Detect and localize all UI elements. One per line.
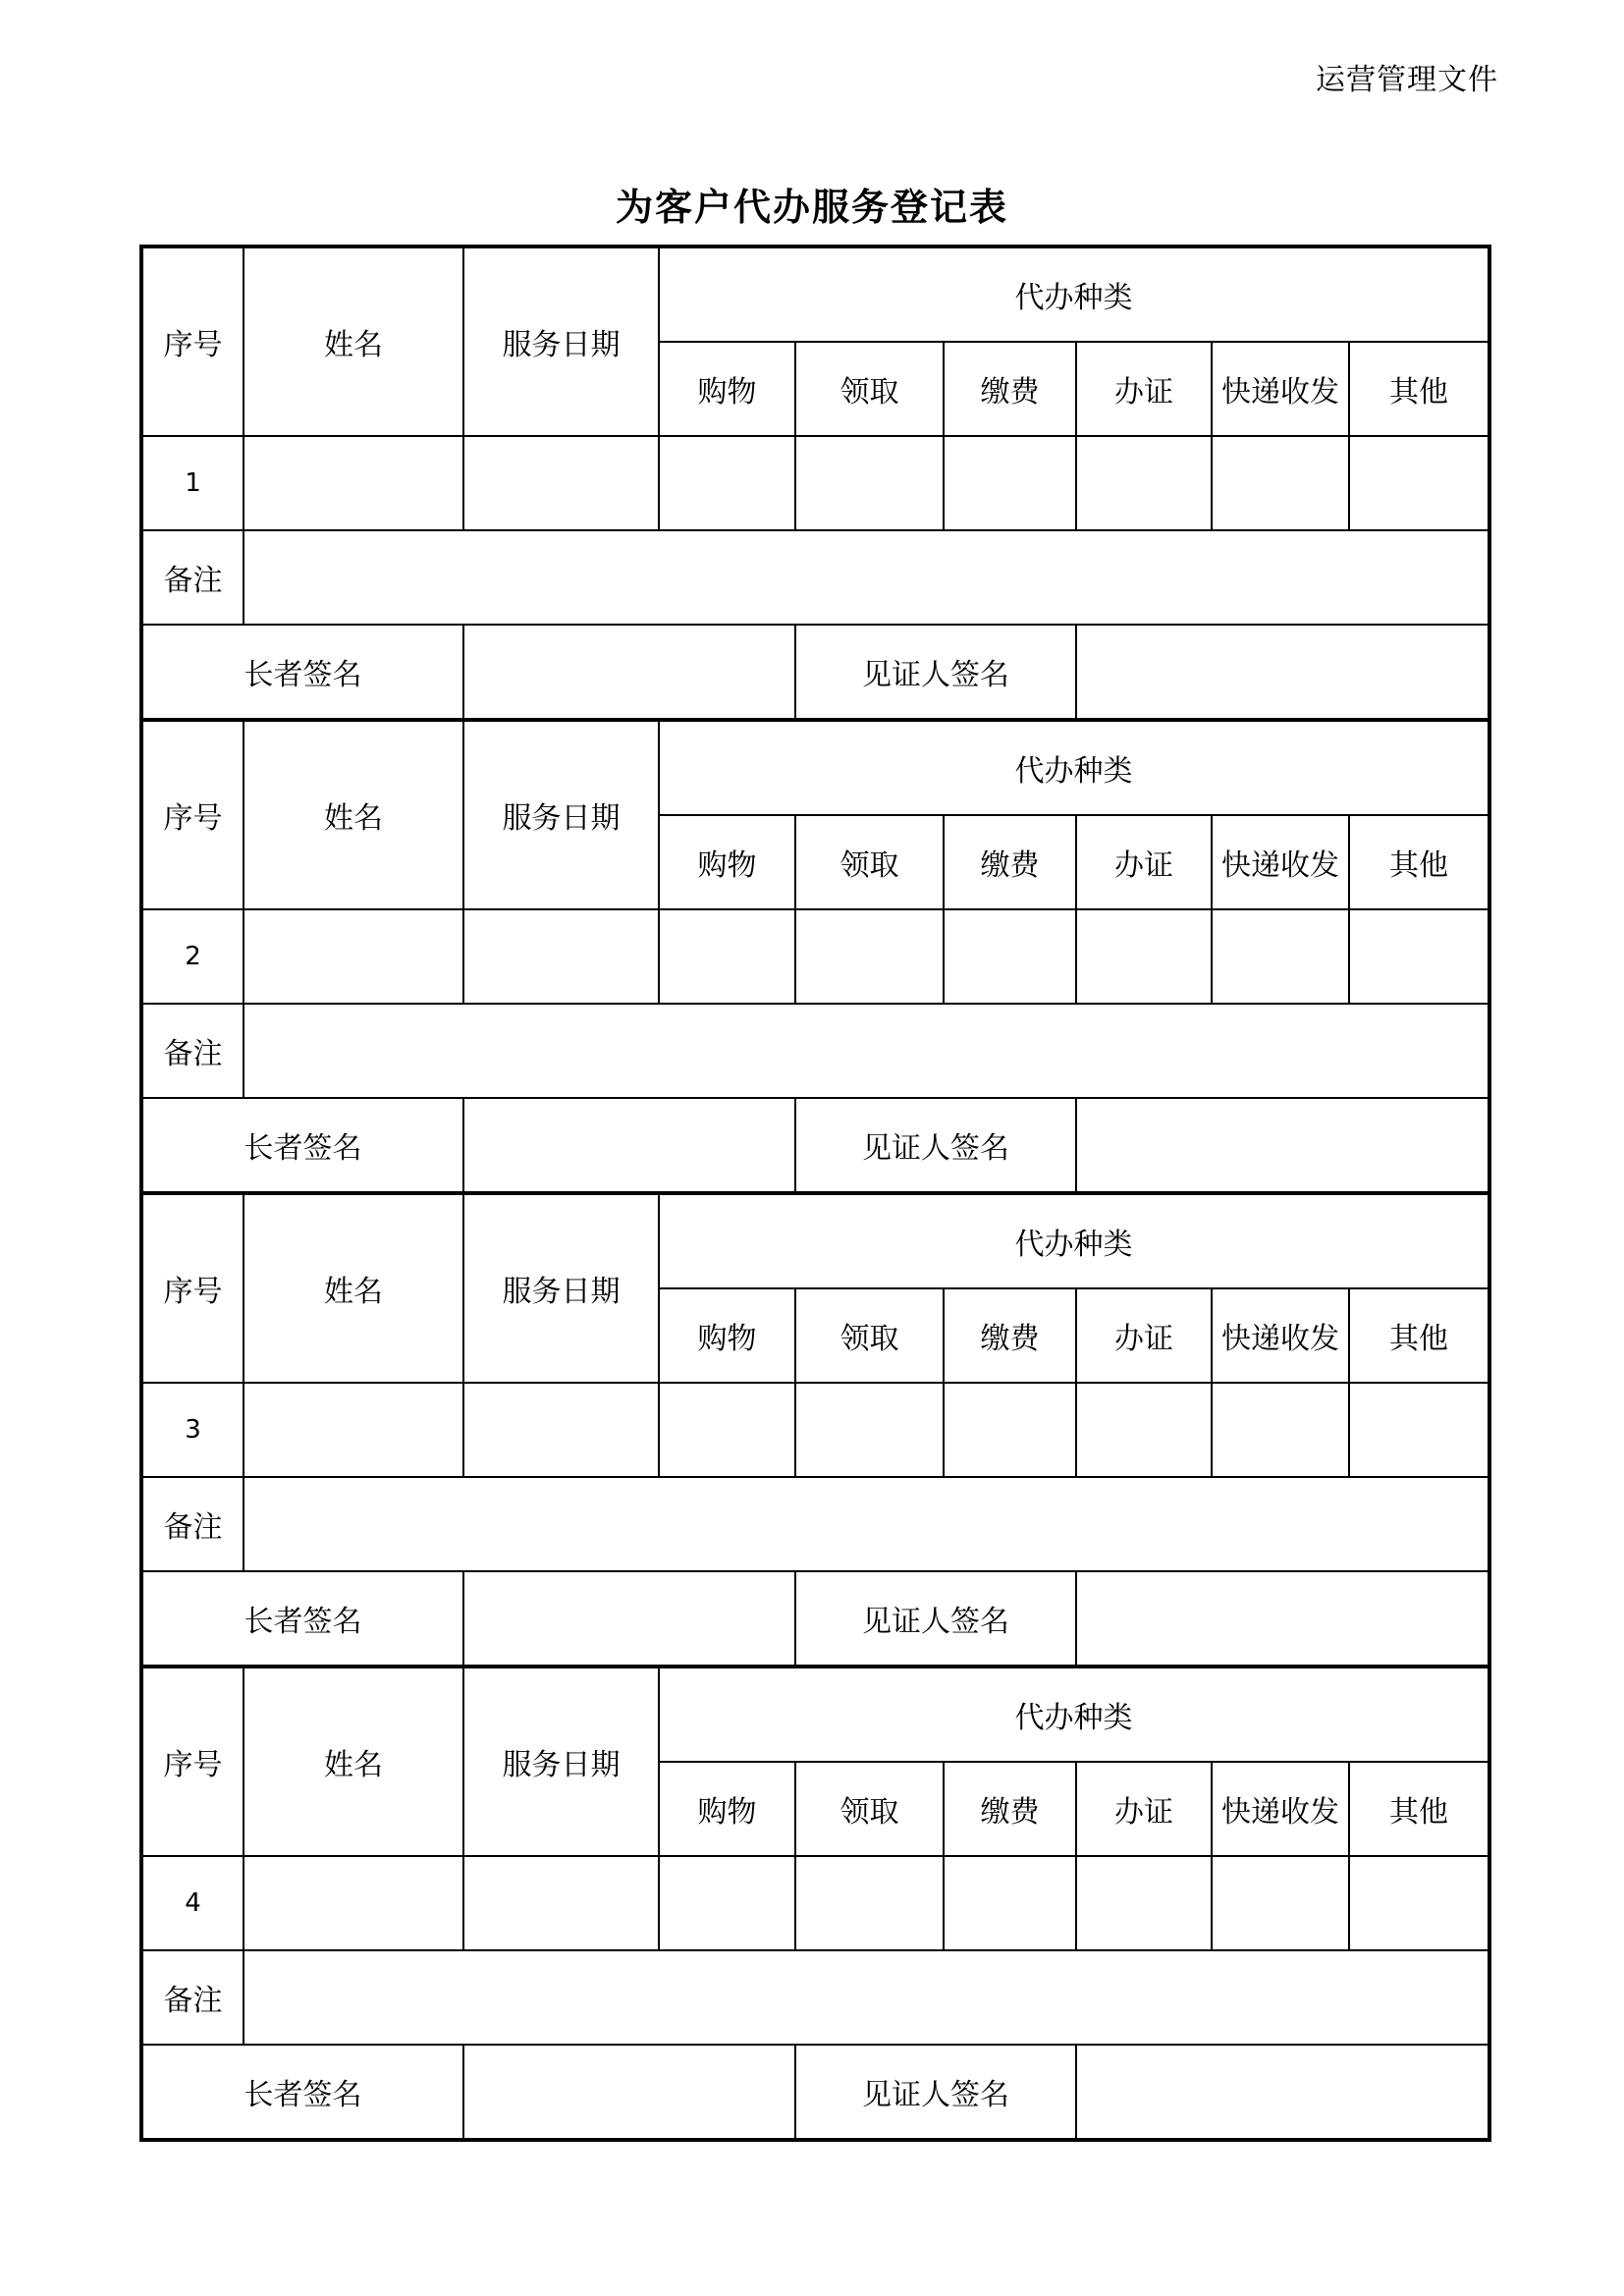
service-date-field[interactable]: [463, 909, 659, 1004]
category-mark-field[interactable]: [944, 436, 1076, 530]
category-mark-field[interactable]: [1076, 1383, 1212, 1477]
signature-row: [141, 2045, 1489, 2140]
remark-row: [141, 1004, 1489, 1098]
category-header: 其他: [1349, 342, 1489, 436]
witness-signature-label: 见证人签名: [795, 625, 1076, 720]
service-date-field[interactable]: [463, 1856, 659, 1950]
seq-value: 2: [141, 909, 244, 1004]
entry-data-row: [141, 436, 1489, 530]
category-mark-field[interactable]: [944, 1383, 1076, 1477]
category-mark-field[interactable]: [795, 1856, 944, 1950]
remark-row: [141, 1477, 1489, 1571]
category-mark-field[interactable]: [659, 1383, 795, 1477]
elder-signature-label: 长者签名: [141, 625, 463, 720]
category-header: 快递收发: [1212, 342, 1349, 436]
category-mark-field[interactable]: [1212, 1856, 1349, 1950]
category-mark-field[interactable]: [1212, 909, 1349, 1004]
seq-value: 1: [141, 436, 244, 530]
category-header: 购物: [659, 1762, 795, 1856]
witness-signature-label: 见证人签名: [795, 2045, 1076, 2140]
name-header: 姓名: [244, 1667, 463, 1856]
page-title: 为客户代办服务登记表: [615, 186, 1008, 229]
remark-row: [141, 1950, 1489, 2045]
seq-value: 3: [141, 1383, 244, 1477]
category-header: 办证: [1076, 1288, 1212, 1383]
document-category-label: 运营管理文件: [1316, 63, 1498, 97]
category-mark-field[interactable]: [944, 909, 1076, 1004]
entry-header-row: [141, 720, 1489, 815]
category-group-header: 代办种类: [659, 1193, 1489, 1288]
entry-data-row: [141, 1383, 1489, 1477]
seq-header: 序号: [141, 1193, 244, 1383]
elder-signature-label: 长者签名: [141, 1571, 463, 1667]
category-mark-field[interactable]: [659, 909, 795, 1004]
service-date-header: 服务日期: [463, 246, 659, 436]
remark-row: [141, 530, 1489, 625]
elder-signature-field[interactable]: [463, 1098, 795, 1193]
name-field[interactable]: [244, 1856, 463, 1950]
category-header: 快递收发: [1212, 815, 1349, 909]
name-field[interactable]: [244, 909, 463, 1004]
category-header: 办证: [1076, 1762, 1212, 1856]
entry-header-row: [141, 1667, 1489, 1762]
elder-signature-label: 长者签名: [141, 1098, 463, 1193]
elder-signature-field[interactable]: [463, 1571, 795, 1667]
category-mark-field[interactable]: [1349, 1383, 1489, 1477]
category-mark-field[interactable]: [659, 436, 795, 530]
witness-signature-field[interactable]: [1076, 625, 1489, 720]
witness-signature-label: 见证人签名: [795, 1098, 1076, 1193]
service-date-field[interactable]: [463, 1383, 659, 1477]
category-group-header: 代办种类: [659, 246, 1489, 342]
name-header: 姓名: [244, 246, 463, 436]
remark-label: 备注: [141, 1950, 244, 2045]
category-mark-field[interactable]: [1076, 909, 1212, 1004]
remark-label: 备注: [141, 530, 244, 625]
service-date-field[interactable]: [463, 436, 659, 530]
category-header: 领取: [795, 342, 944, 436]
category-mark-field[interactable]: [1349, 436, 1489, 530]
entry-data-row: [141, 1856, 1489, 1950]
entry-header-row: [141, 246, 1489, 342]
service-date-header: 服务日期: [463, 720, 659, 909]
remark-label: 备注: [141, 1477, 244, 1571]
category-header: 购物: [659, 815, 795, 909]
category-header: 购物: [659, 1288, 795, 1383]
category-mark-field[interactable]: [1349, 909, 1489, 1004]
name-field[interactable]: [244, 1383, 463, 1477]
elder-signature-label: 长者签名: [141, 2045, 463, 2140]
category-mark-field[interactable]: [944, 1856, 1076, 1950]
category-mark-field[interactable]: [659, 1856, 795, 1950]
category-header: 办证: [1076, 342, 1212, 436]
category-header: 缴费: [944, 815, 1076, 909]
service-register-table: [139, 245, 1491, 2142]
category-header: 快递收发: [1212, 1762, 1349, 1856]
category-group-header: 代办种类: [659, 1667, 1489, 1762]
elder-signature-field[interactable]: [463, 2045, 795, 2140]
seq-header: 序号: [141, 1667, 244, 1856]
category-header: 其他: [1349, 1288, 1489, 1383]
entry-header-row: [141, 1193, 1489, 1288]
seq-value: 4: [141, 1856, 244, 1950]
remark-field[interactable]: [244, 530, 1489, 625]
category-header: 缴费: [944, 342, 1076, 436]
category-header: 办证: [1076, 815, 1212, 909]
category-header: 领取: [795, 1762, 944, 1856]
category-mark-field[interactable]: [1076, 1856, 1212, 1950]
name-header: 姓名: [244, 720, 463, 909]
witness-signature-field[interactable]: [1076, 2045, 1489, 2140]
name-header: 姓名: [244, 1193, 463, 1383]
category-group-header: 代办种类: [659, 720, 1489, 815]
witness-signature-field[interactable]: [1076, 1571, 1489, 1667]
category-header: 购物: [659, 342, 795, 436]
category-header: 缴费: [944, 1762, 1076, 1856]
entry-data-row: [141, 909, 1489, 1004]
category-header: 缴费: [944, 1288, 1076, 1383]
category-mark-field[interactable]: [1349, 1856, 1489, 1950]
category-mark-field[interactable]: [795, 1383, 944, 1477]
category-header: 其他: [1349, 1762, 1489, 1856]
category-header: 领取: [795, 815, 944, 909]
register-body: [141, 246, 1489, 2140]
signature-row: [141, 625, 1489, 720]
category-mark-field[interactable]: [1212, 436, 1349, 530]
category-header: 领取: [795, 1288, 944, 1383]
category-mark-field[interactable]: [795, 909, 944, 1004]
remark-field[interactable]: [244, 1004, 1489, 1098]
name-field[interactable]: [244, 436, 463, 530]
category-header: 其他: [1349, 815, 1489, 909]
witness-signature-field[interactable]: [1076, 1098, 1489, 1193]
signature-row: [141, 1571, 1489, 1667]
seq-header: 序号: [141, 720, 244, 909]
remark-field[interactable]: [244, 1477, 1489, 1571]
remark-field[interactable]: [244, 1950, 1489, 2045]
service-date-header: 服务日期: [463, 1667, 659, 1856]
category-header: 快递收发: [1212, 1288, 1349, 1383]
witness-signature-label: 见证人签名: [795, 1571, 1076, 1667]
remark-label: 备注: [141, 1004, 244, 1098]
service-date-header: 服务日期: [463, 1193, 659, 1383]
signature-row: [141, 1098, 1489, 1193]
category-mark-field[interactable]: [795, 436, 944, 530]
seq-header: 序号: [141, 246, 244, 436]
category-mark-field[interactable]: [1076, 436, 1212, 530]
category-mark-field[interactable]: [1212, 1383, 1349, 1477]
elder-signature-field[interactable]: [463, 625, 795, 720]
